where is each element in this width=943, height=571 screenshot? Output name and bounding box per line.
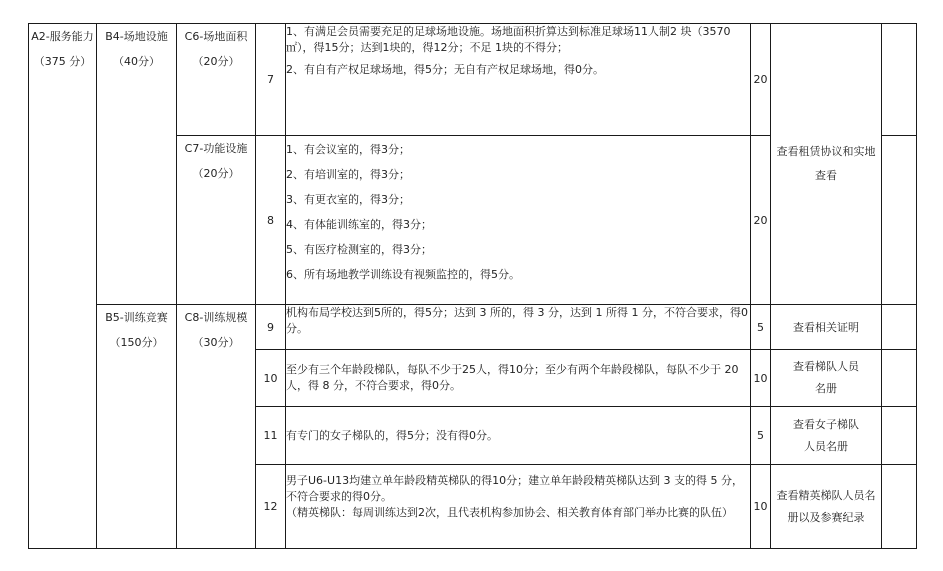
- method-line: 册以及参赛纪录: [787, 510, 865, 524]
- category-b4-cell: [97, 24, 177, 305]
- method-line: 查看: [815, 169, 837, 182]
- method-cell: [771, 407, 882, 465]
- item-number: 7: [256, 24, 286, 136]
- category-c7-score: （20分）: [192, 167, 240, 180]
- category-c8-cell: [177, 305, 256, 549]
- criteria-line: 有专门的女子梯队的，得5分；没有得0分。: [286, 428, 498, 442]
- empty-cell: [882, 350, 917, 407]
- criteria-cell: [286, 24, 751, 136]
- item-number: 9: [256, 305, 286, 350]
- method-cell: [771, 350, 882, 407]
- method-cell: 查看相关证明: [771, 305, 882, 350]
- criteria-cell: [286, 407, 751, 465]
- points-cell: 5: [751, 305, 771, 350]
- category-b5-cell: [97, 305, 177, 549]
- category-a-cell: [29, 24, 97, 549]
- points-cell: 10: [751, 350, 771, 407]
- item-number: 11: [256, 407, 286, 465]
- table-row: [29, 24, 917, 136]
- criteria-line: 4、有体能训练室的，得3分；: [286, 218, 432, 231]
- points-cell: 20: [751, 24, 771, 136]
- points-cell: 20: [751, 136, 771, 305]
- criteria-cell: [286, 350, 751, 407]
- method-line: 人员名册: [804, 439, 848, 453]
- category-c7-name: C7-功能设施: [184, 142, 248, 155]
- empty-cell: [882, 465, 917, 549]
- table-row: [29, 305, 917, 350]
- criteria-line: 至少有三个年龄段梯队，每队不少于25人，得10分；至少有两个年龄段梯队，每队不少于 20 人，得 8 分，不符合要求，得0分。: [286, 363, 739, 392]
- criteria-cell: [286, 136, 751, 305]
- points-cell: 5: [751, 407, 771, 465]
- criteria-cell: [286, 465, 751, 549]
- category-c6-cell: [177, 24, 256, 136]
- category-c7-cell: [177, 136, 256, 305]
- criteria-note: （精英梯队：每周训练达到2次，且代表机构参加协会、相关教育体育部门举办比赛的队伍）: [286, 506, 733, 519]
- method-line: 查看租赁协议和实地: [776, 145, 876, 158]
- criteria-line: 6、所有场地教学训练设有视频监控的，得5分。: [286, 268, 520, 281]
- category-c6-score: （20分）: [192, 55, 240, 68]
- item-number: 10: [256, 350, 286, 407]
- category-a-name: A2-服务能力: [31, 30, 94, 43]
- empty-cell: [882, 305, 917, 350]
- method-cell: [771, 465, 882, 549]
- category-b5-score: （150分）: [109, 336, 164, 349]
- category-b4-score: （40分）: [113, 55, 160, 68]
- criteria-line: 5、有医疗检测室的，得3分；: [286, 243, 432, 256]
- empty-cell: [882, 24, 917, 136]
- criteria-line: 2、有自有产权足球场地，得5分；无自有产权足球场地，得0分。: [286, 63, 604, 76]
- points-cell: 10: [751, 465, 771, 549]
- empty-cell: [882, 136, 917, 305]
- category-a-score: （375 分）: [33, 55, 92, 68]
- method-line: 查看女子梯队: [793, 417, 859, 431]
- method-line: 名册: [815, 382, 837, 395]
- method-line: 查看梯队人员: [793, 360, 859, 373]
- empty-cell: [882, 407, 917, 465]
- evaluation-table: [28, 23, 917, 549]
- item-number: 12: [256, 465, 286, 549]
- category-b5-name: B5-训练竞赛: [105, 311, 168, 324]
- method-line: 查看精英梯队人员名: [776, 488, 876, 502]
- criteria-line: 2、有培训室的，得3分；: [286, 168, 410, 181]
- category-c6-name: C6-场地面积: [184, 30, 248, 43]
- category-b4-name: B4-场地设施: [105, 30, 168, 43]
- category-c8-name: C8-训练规模: [184, 311, 248, 324]
- category-c8-score: （30分）: [192, 336, 240, 349]
- criteria-line: 男子U6-U13均建立单年龄段精英梯队的得10分；建立单年龄段精英梯队达到 3 支的得 5 分，不符合要求的得0分。: [286, 474, 744, 503]
- criteria-line: 1、有满足会员需要充足的足球场地设施。场地面积折算达到标准足球场11人制2 块（3570 ㎡），得15分；达到1块的，得12分；不足 1块的不得分；: [286, 25, 731, 54]
- criteria-line: 机构布局学校达到5所的，得5分；达到 3 所的，得 3 分，达到 1 所得 1 分，不符合要求，得0 分。: [286, 306, 748, 335]
- item-number: 8: [256, 136, 286, 305]
- criteria-line: 1、有会议室的，得3分；: [286, 143, 410, 156]
- criteria-cell: [286, 305, 751, 350]
- method-cell: [771, 24, 882, 305]
- criteria-line: 3、有更衣室的，得3分；: [286, 193, 410, 206]
